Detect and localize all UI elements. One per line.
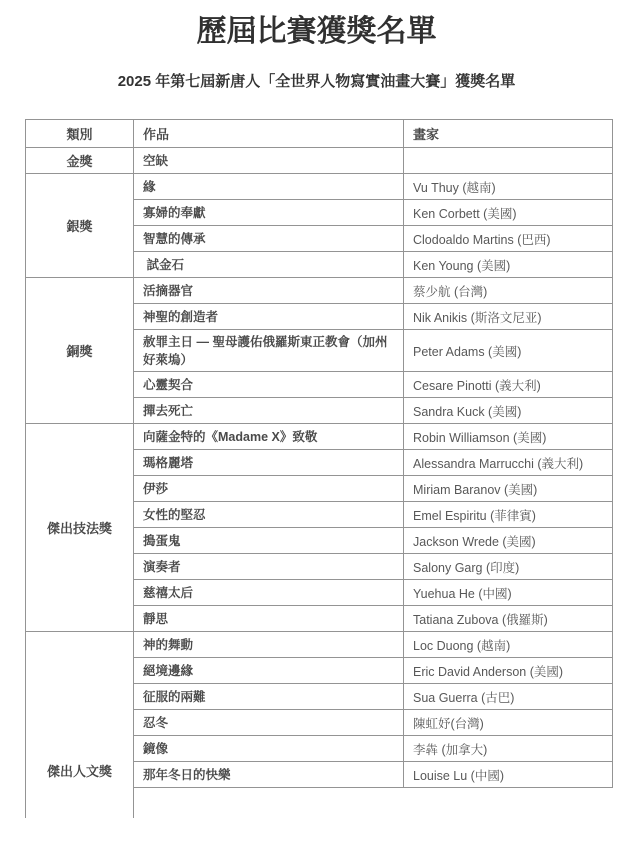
work-cell: 向薩金特的《Madame X》致敬 xyxy=(134,424,404,450)
work-cell: 神的舞動 xyxy=(134,632,404,658)
work-cell: 撣去死亡 xyxy=(134,398,404,424)
category-cell-gold: 金獎 xyxy=(26,148,134,174)
award-table xyxy=(25,119,613,818)
work-cell: 女性的堅忍 xyxy=(134,502,404,528)
category-cell-technique: 傑出技法獎 xyxy=(26,424,134,632)
work-cell-cutoff xyxy=(134,788,404,819)
artist-cell: Loc Duong (越南) xyxy=(404,632,613,658)
work-cell: 寡婦的奉獻 xyxy=(134,200,404,226)
work-cell: 瑪格麗塔 xyxy=(134,450,404,476)
artist-cell: Miriam Baranov (美國) xyxy=(404,476,613,502)
artist-cell: Ken Corbett (美國) xyxy=(404,200,613,226)
artist-cell: Sua Guerra (古巴) xyxy=(404,684,613,710)
artist-cell: 蔡少航 (台灣) xyxy=(404,278,613,304)
work-cell: 鏡像 xyxy=(134,736,404,762)
work-cell: 靜思 xyxy=(134,606,404,632)
work-cell: 神聖的創造者 xyxy=(134,304,404,330)
category-cell-humanity: 傑出人文獎 xyxy=(26,632,134,819)
work-cell: 演奏者 xyxy=(134,554,404,580)
artist-cell: Vu Thuy (越南) xyxy=(404,174,613,200)
table-row xyxy=(26,174,613,200)
artist-cell: Sandra Kuck (美國) xyxy=(404,398,613,424)
artist-cell xyxy=(404,148,613,174)
work-cell: 赦罪主日 — 聖母護佑俄羅斯東正教會（加州好萊塢） xyxy=(134,330,404,372)
work-cell: 智慧的傳承 xyxy=(134,226,404,252)
artist-cell: Yuehua He (中國) xyxy=(404,580,613,606)
work-cell: 那年冬日的快樂 xyxy=(134,762,404,788)
artist-cell: Ken Young (美國) xyxy=(404,252,613,278)
work-cell: 活摘器官 xyxy=(134,278,404,304)
page-subtitle: 2025 年第七屆新唐人「全世界人物寫實油畫大賽」獲獎名單 xyxy=(117,73,516,90)
artist-cell: Tatiana Zubova (俄羅斯) xyxy=(404,606,613,632)
work-cell: 空缺 xyxy=(134,148,404,174)
artist-cell: Louise Lu (中國) xyxy=(404,762,613,788)
table-row xyxy=(26,632,613,658)
work-cell: 絕境邊緣 xyxy=(134,658,404,684)
artist-cell: Salony Garg (印度) xyxy=(404,554,613,580)
work-cell: 征服的兩難 xyxy=(134,684,404,710)
artist-cell: Jackson Wrede (美國) xyxy=(404,528,613,554)
artist-cell: Peter Adams (美國) xyxy=(404,330,613,372)
artist-cell: Emel Espiritu (菲律賓) xyxy=(404,502,613,528)
table-header-row xyxy=(26,120,613,148)
column-header-artist: 畫家 xyxy=(404,120,613,148)
work-cell: 心靈契合 xyxy=(134,372,404,398)
artist-cell: Alessandra Marrucchi (義大利) xyxy=(404,450,613,476)
column-header-work: 作品 xyxy=(134,120,404,148)
artist-cell: Nik Anikis (斯洛文尼亚) xyxy=(404,304,613,330)
work-cell: 搗蛋鬼 xyxy=(134,528,404,554)
artist-cell: Eric David Anderson (美國) xyxy=(404,658,613,684)
table-row xyxy=(26,278,613,304)
artist-cell: Cesare Pinotti (義大利) xyxy=(404,372,613,398)
award-table-container xyxy=(25,119,614,818)
artist-cell: 李犇 (加拿大) xyxy=(404,736,613,762)
artist-cell: Clodoaldo Martins (巴西) xyxy=(404,226,613,252)
table-row xyxy=(26,148,613,174)
work-cell: 忍冬 xyxy=(134,710,404,736)
work-cell: 試金石 xyxy=(134,252,404,278)
column-header-category: 類別 xyxy=(26,120,134,148)
work-cell: 伊莎 xyxy=(134,476,404,502)
table-row xyxy=(26,424,613,450)
work-cell: 慈禧太后 xyxy=(134,580,404,606)
category-cell-silver: 銀獎 xyxy=(26,174,134,278)
artist-cell-cutoff xyxy=(404,788,613,819)
artist-cell: 陳虹妤(台灣) xyxy=(404,710,613,736)
category-cell-bronze: 銅獎 xyxy=(26,278,134,424)
work-cell: 緣 xyxy=(134,174,404,200)
page-title: 歷屆比賽獲獎名單 xyxy=(196,15,437,48)
artist-cell: Robin Williamson (美國) xyxy=(404,424,613,450)
